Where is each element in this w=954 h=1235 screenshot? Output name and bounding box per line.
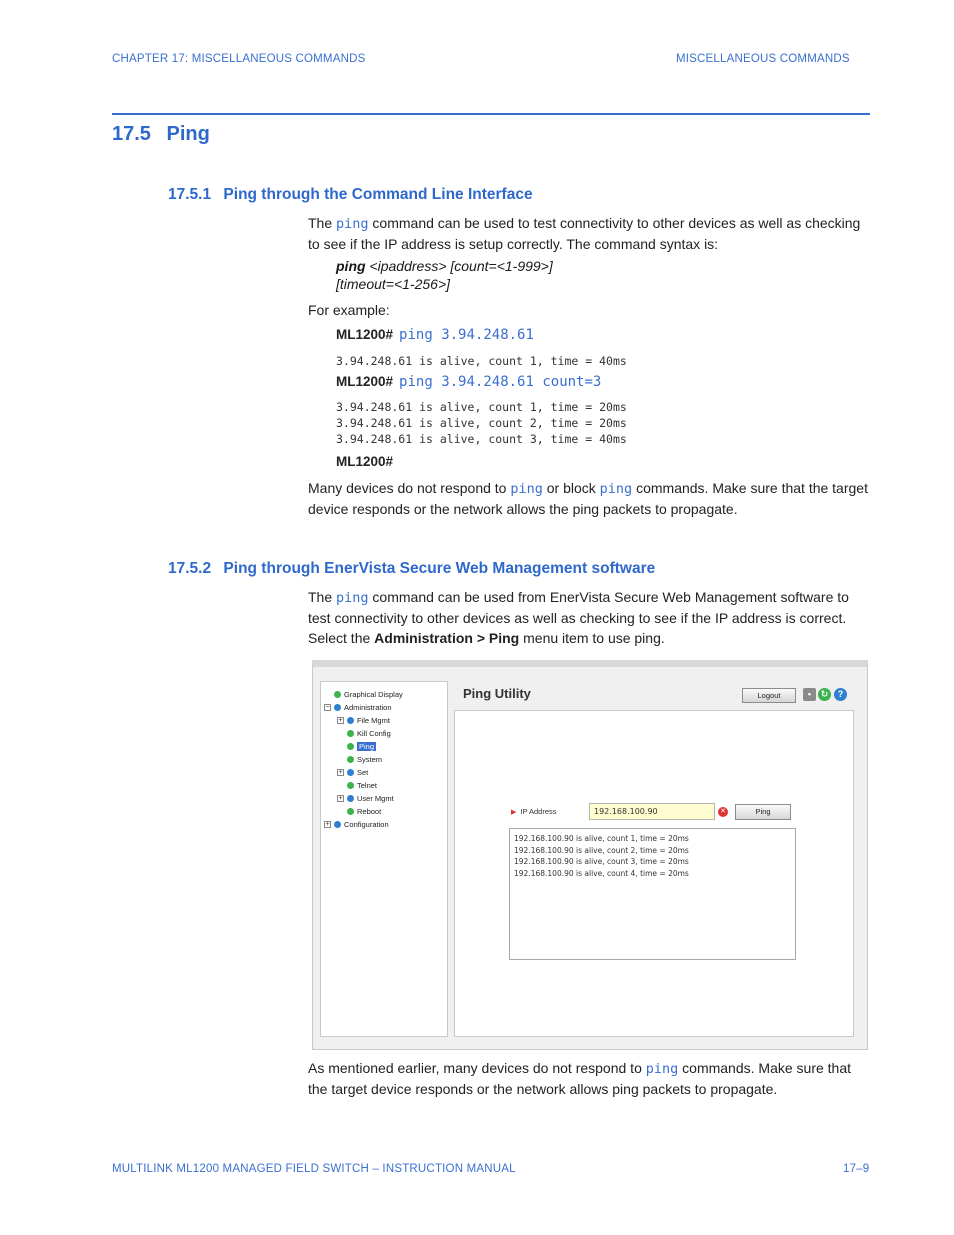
ip-address-label: ▶ IP Address bbox=[511, 807, 557, 816]
section-number: 17.5 bbox=[112, 123, 151, 145]
spacer bbox=[337, 808, 344, 815]
tree-item-label: Telnet bbox=[357, 781, 378, 790]
section-title: Ping bbox=[166, 123, 210, 145]
node-icon bbox=[334, 691, 341, 698]
required-marker-icon: ▶ bbox=[511, 809, 517, 816]
tree-item-label: System bbox=[357, 755, 383, 764]
tree-item-label: Set bbox=[357, 768, 369, 777]
expand-icon[interactable]: + bbox=[338, 769, 343, 776]
cli-prompt-3: ML1200# bbox=[336, 454, 394, 469]
tree-item-label: Reboot bbox=[357, 807, 382, 816]
tree-item-system[interactable] bbox=[337, 754, 382, 765]
spacer bbox=[337, 782, 344, 789]
cli-output-line: 3.94.248.61 is alive, count 1, time = 20ms bbox=[336, 400, 627, 414]
tree-item-label: User Mgmt bbox=[357, 794, 394, 803]
expand-icon[interactable]: + bbox=[338, 717, 343, 724]
node-icon bbox=[347, 717, 354, 724]
node-icon bbox=[347, 769, 354, 776]
logout-button[interactable]: Logout bbox=[742, 688, 796, 703]
subsection-1-heading bbox=[168, 186, 533, 204]
tree-item-label: Ping bbox=[359, 742, 375, 751]
tree-item-label: Kill Config bbox=[357, 729, 391, 738]
subsection-2-title: Ping through EnerVista Secure Web Management software bbox=[223, 560, 656, 577]
cli-command-1: ping 3.94.248.61 bbox=[399, 327, 534, 343]
cli-command-2: ping 3.94.248.61 count=3 bbox=[399, 374, 602, 390]
ping-utility-panel bbox=[454, 710, 854, 1037]
ip-address-input[interactable]: 192.168.100.90 bbox=[589, 803, 715, 820]
tree-item-administration[interactable] bbox=[324, 702, 392, 713]
tree-item-graphical-display[interactable] bbox=[324, 689, 403, 700]
cli-prompt-2: ML1200# ping 3.94.248.61 count=3 bbox=[336, 374, 602, 390]
running-footer-left: MULTILINK ML1200 MANAGED FIELD SWITCH – INSTRUCTION MANUAL bbox=[112, 1163, 516, 1175]
subsection-1-note: Many devices do not respond to ping or block ping commands. Make sure that the target device responds or the network allows the ping packets to propagate. bbox=[308, 480, 868, 517]
tree-item-configuration[interactable] bbox=[324, 819, 389, 830]
header-rule bbox=[112, 113, 870, 115]
for-example-label: For example: bbox=[308, 302, 390, 318]
help-icon[interactable]: ? bbox=[834, 688, 847, 701]
collapse-icon[interactable]: − bbox=[325, 704, 330, 711]
ping-output-line: 192.168.100.90 is alive, count 2, time = 20ms bbox=[514, 845, 689, 855]
cli-output-1: 3.94.248.61 is alive, count 1, time = 40ms bbox=[336, 354, 627, 368]
subsection-1-intro: The ping command can be used to test connectivity to other devices as well as checking to see if the IP address is setup correctly. The command syntax is: bbox=[308, 215, 861, 252]
subsection-1-title: Ping through the Command Line Interface bbox=[223, 186, 533, 203]
navigation-tree bbox=[320, 681, 448, 1037]
node-icon bbox=[347, 730, 354, 737]
cli-prompt-1: ML1200# ping 3.94.248.61 bbox=[336, 327, 534, 343]
page-number: 17–9 bbox=[843, 1163, 870, 1175]
spacer bbox=[337, 743, 344, 750]
tree-item-label: Configuration bbox=[344, 820, 389, 829]
ping-output-line: 192.168.100.90 is alive, count 4, time = 20ms bbox=[514, 868, 689, 878]
tree-item-reboot[interactable] bbox=[337, 806, 381, 817]
node-icon bbox=[347, 743, 354, 750]
node-icon bbox=[334, 704, 341, 711]
tree-item-ping[interactable] bbox=[337, 741, 376, 752]
tree-item-label: File Mgmt bbox=[357, 716, 390, 725]
inline-code-ping: ping bbox=[336, 216, 369, 232]
node-icon bbox=[347, 795, 354, 802]
subsection-2-number: 17.5.2 bbox=[168, 560, 212, 577]
ping-button[interactable]: Ping bbox=[735, 804, 791, 820]
tree-item-kill-config[interactable] bbox=[337, 728, 391, 739]
node-icon bbox=[334, 821, 341, 828]
ping-utility-title: Ping Utility bbox=[463, 686, 531, 701]
subsection-2-note: As mentioned earlier, many devices do not respond to ping commands. Make sure that the target device responds or the network allows ping packets to propagate. bbox=[308, 1060, 852, 1097]
running-header-right: MISCELLANEOUS COMMANDS bbox=[676, 53, 850, 65]
running-header-left: CHAPTER 17: MISCELLANEOUS COMMANDS bbox=[112, 53, 366, 65]
menu-path: Administration > Ping bbox=[374, 630, 520, 646]
ping-utility-screenshot bbox=[312, 660, 868, 1050]
tree-item-telnet[interactable] bbox=[337, 780, 377, 791]
section-heading bbox=[112, 123, 210, 146]
ping-output-line: 192.168.100.90 is alive, count 3, time = 20ms bbox=[514, 857, 689, 866]
tree-item-label: Administration bbox=[344, 703, 392, 712]
ping-output-box bbox=[509, 828, 796, 960]
subsection-2-heading bbox=[168, 560, 655, 578]
node-icon bbox=[347, 808, 354, 815]
tree-item-file-mgmt[interactable] bbox=[337, 715, 390, 726]
refresh-icon[interactable]: ↻ bbox=[818, 688, 831, 701]
ping-output-line: 192.168.100.90 is alive, count 1, time = 20ms bbox=[514, 834, 689, 843]
spacer bbox=[337, 730, 344, 737]
spacer bbox=[324, 691, 331, 698]
syntax-command: ping bbox=[336, 258, 366, 274]
subsection-2-intro: The ping command can be used from EnerVista Secure Web Management software to test connectivity to other devices as well as checking to see if the IP address is correct. Select the Administration > Ping menu item to use ping. bbox=[308, 589, 849, 646]
subsection-1-number: 17.5.1 bbox=[168, 186, 212, 203]
tree-item-set[interactable] bbox=[337, 767, 368, 778]
node-icon bbox=[347, 782, 354, 789]
cli-output-line: 3.94.248.61 is alive, count 2, time = 20ms bbox=[336, 416, 627, 430]
clear-icon[interactable]: ✕ bbox=[718, 807, 728, 817]
cli-output-2 bbox=[336, 399, 627, 447]
command-syntax: ping <ipaddress> [count=<1-999>] [timeout=<1-256>] bbox=[336, 258, 553, 292]
spacer bbox=[337, 756, 344, 763]
tree-item-user-mgmt[interactable] bbox=[337, 793, 394, 804]
expand-icon[interactable]: + bbox=[325, 821, 330, 828]
node-icon bbox=[347, 756, 354, 763]
expand-icon[interactable]: + bbox=[338, 795, 343, 802]
cli-output-line: 3.94.248.61 is alive, count 3, time = 40ms bbox=[336, 432, 627, 446]
save-icon[interactable]: ▪ bbox=[803, 688, 816, 701]
tree-item-label: Graphical Display bbox=[344, 690, 403, 699]
